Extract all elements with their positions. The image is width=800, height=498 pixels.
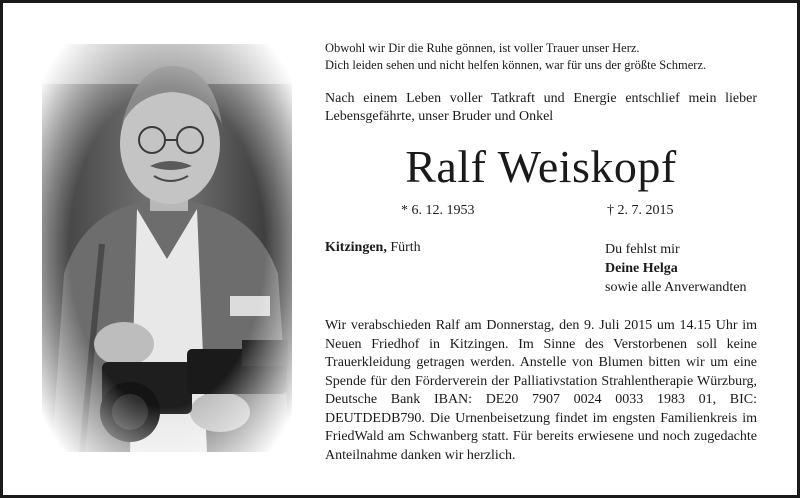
mourners-line-3: sowie alle Anverwandten [605,280,747,295]
places [325,240,421,256]
place-primary: Kitzingen, [325,240,387,255]
intro-text: Nach einem Leben voller Tatkraft und Energie entschlief mein lieber Lebensgefährte, unser Bruder und Onkel [325,91,757,124]
mourners-line-1: Du fehlst mir [605,242,680,257]
quote-line-2: Dich leiden sehen und nicht helfen können, war für uns der größte Schmerz. [325,58,707,72]
place-secondary: Fürth [386,240,421,255]
mourners-line-2: Deine Helga [605,261,678,276]
portrait-photo [42,44,292,452]
mourners-block [605,240,747,297]
deceased-name: Ralf Weiskopf [405,141,677,192]
memorial-quote [325,40,757,74]
quote-line-1: Obwohl wir Dir die Ruhe gönnen, ist voller Trauer unser Herz. [325,41,640,55]
birth-date: * 6. 12. 1953 [401,203,475,218]
death-date: † 2. 7. 2015 [607,203,674,218]
funeral-details: Wir verabschieden Ralf am Donnerstag, den 9. Juli 2015 um 14.15 Uhr im Neuen Friedhof in Kitzingen. Im Sinne des Verstorbenen soll keine Trauerkleidung getragen werden. Anstelle von Blumen bitten wir um eine Spende für den Förderverein der Palliativstation Strahlentherapie Würzburg, Deutsche Bank IBAN: DE20 7907 0024 0033 1983 01, BIC: DEUTDEDB790. Die Urnenbeisetzung findet im engsten Familienkreis im FriedWald am Schwanberg statt. Für bereits erwiesene und noch zugedachte Anteilnahme danken wir herzlich. [325,318,757,463]
